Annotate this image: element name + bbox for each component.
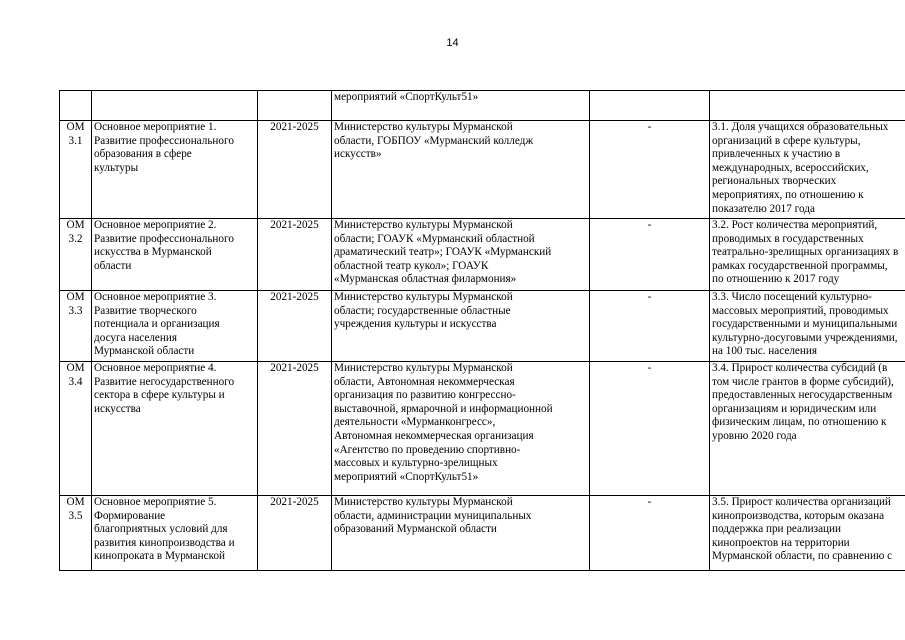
table-row — [60, 291, 905, 362]
measure-name — [92, 91, 258, 121]
table-row — [60, 219, 905, 291]
program-measures-table — [59, 90, 905, 571]
page-number: 14 — [446, 37, 459, 49]
measure-executor: Министерство культуры Мурманской области; ГОАУК «Мурманский областной драматический театр»; ГОАУК «Мурманский областной театр кукол»; ГОАУК «Мурманская областная филармония» — [332, 219, 590, 291]
measure-code: ОМ 3.3 — [60, 291, 92, 362]
measure-dash — [590, 91, 710, 121]
table-row — [60, 121, 905, 219]
measure-name: Основное мероприятие 3. Развитие творческого потенциала и организация досуга населения Мурманской области — [92, 291, 258, 362]
table-row — [60, 91, 905, 121]
measure-years: 2021-2025 — [258, 291, 332, 362]
measure-indicator — [710, 91, 905, 121]
measure-years — [258, 91, 332, 121]
measure-code — [60, 91, 92, 121]
measure-name: Основное мероприятие 1. Развитие профессионального образования в сфере культуры — [92, 121, 258, 219]
measure-name: Основное мероприятие 4. Развитие негосударственного сектора в сфере культуры и искусства — [92, 362, 258, 496]
measure-years: 2021-2025 — [258, 362, 332, 496]
measure-years: 2021-2025 — [258, 219, 332, 291]
measure-dash: - — [590, 121, 710, 219]
measure-code: ОМ 3.5 — [60, 496, 92, 571]
measure-name: Основное мероприятие 2. Развитие профессионального искусства в Мурманской области — [92, 219, 258, 291]
measure-indicator: 3.5. Прирост количества организаций кинопроизводства, которым оказана поддержка при реализации кинопроектов на территории Мурманской области, по сравнению с — [710, 496, 905, 571]
measure-indicator: 3.2. Рост количества мероприятий, проводимых в государственных театрально-зрелищных организациях в рамках государственной программы, по отношению к 2017 году — [710, 219, 905, 291]
table-row — [60, 496, 905, 571]
measure-code: ОМ 3.2 — [60, 219, 92, 291]
measure-executor: Министерство культуры Мурманской области, Автономная некоммерческая организация по развитию конгрессно- выставочной, ярмарочной и информационной деятельности «Мурманконгресс», Автономная некоммерческая организация «Агентство по проведению спортивно- массовых и культурно-зрелищных мероприятий «СпортКульт51» — [332, 362, 590, 496]
measure-name: Основное мероприятие 5. Формирование благоприятных условий для развития кинопроизводства и кинопроката в Мурманской — [92, 496, 258, 571]
measure-years: 2021-2025 — [258, 496, 332, 571]
measure-years: 2021-2025 — [258, 121, 332, 219]
measure-code: ОМ 3.1 — [60, 121, 92, 219]
measure-executor: Министерство культуры Мурманской области, администрации муниципальных образований Мурманской области — [332, 496, 590, 571]
measure-dash: - — [590, 362, 710, 496]
measure-dash: - — [590, 291, 710, 362]
measure-executor: мероприятий «СпортКульт51» — [332, 91, 590, 121]
measure-executor: Министерство культуры Мурманской области; государственные областные учреждения культуры и искусства — [332, 291, 590, 362]
measure-code: ОМ 3.4 — [60, 362, 92, 496]
table-row — [60, 362, 905, 496]
measure-indicator: 3.4. Прирост количества субсидий (в том числе грантов в форме субсидий), предоставленных негосударственным организациям и юридическим или физическим лицам, по отношению к уровню 2020 года — [710, 362, 905, 496]
measure-indicator: 3.1. Доля учащихся образовательных организаций в сфере культуры, привлеченных к участию в международных, всероссийских, региональных творческих мероприятиях, по отношению к показателю 2017 года — [710, 121, 905, 219]
measure-dash: - — [590, 219, 710, 291]
measure-indicator: 3.3. Число посещений культурно- массовых мероприятий, проводимых государственными и муниципальными культурно-досуговыми учреждениями, на 100 тыс. населения — [710, 291, 905, 362]
measure-executor: Министерство культуры Мурманской области, ГОБПОУ «Мурманский колледж искусств» — [332, 121, 590, 219]
measure-dash: - — [590, 496, 710, 571]
